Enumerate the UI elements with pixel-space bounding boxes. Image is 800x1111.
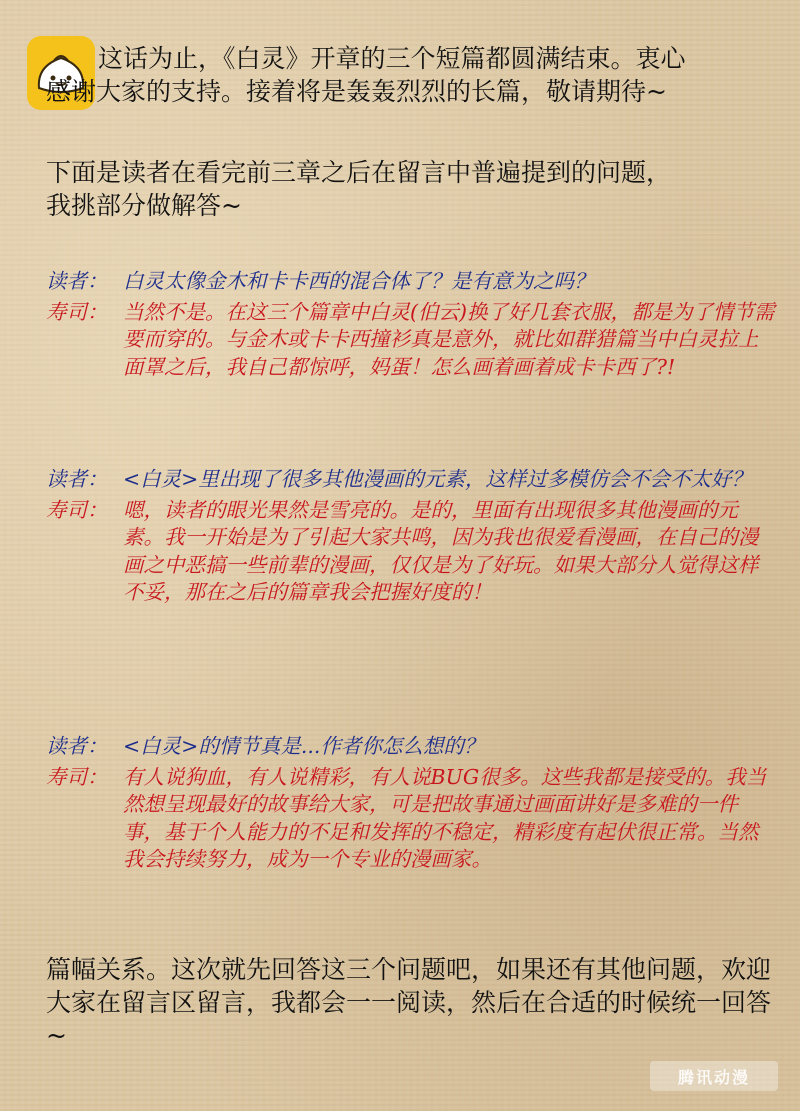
qa-block-3 [46, 733, 776, 874]
answer-text: 嗯，读者的眼光果然是雪亮的。是的，里面有出现很多其他漫画的元素。我一开始是为了引起大家共鸣，因为我也很爱看漫画，在自己的漫画之中恶搞一些前辈的漫画，仅仅是为了好玩。如果大部分人觉得这样不妥，那在之后的篇章我会把握好度的！ [123, 497, 759, 604]
reader-label: 读者： [46, 734, 108, 758]
answer-text: 当然不是。在这三个篇章中白灵(伯云)换了好几套衣服，都是为了情节需要而穿的。与金木或卡卡西撞衫真是意外，就比如群猎篇当中白灵拉上面罩之后，我自己都惊呼，妈蛋！怎么画着画着成卡卡西了?! [123, 299, 775, 379]
intro-paragraph [46, 42, 781, 108]
author-label: 寿司： [46, 764, 108, 789]
author-label: 寿司： [46, 497, 108, 522]
reader-label: 读者： [46, 467, 108, 491]
reader-question [46, 268, 776, 296]
reader-label: 读者： [46, 269, 108, 293]
question-text: 白灵太像金木和卡卡西的混合体了？是有意为之吗？ [123, 269, 595, 293]
author-answer [46, 497, 776, 607]
lead-paragraph [46, 156, 781, 222]
author-label: 寿司： [46, 299, 108, 324]
qa-block-1 [46, 268, 776, 381]
watermark-logo: 腾讯动漫 [650, 1061, 778, 1091]
intro-line-2: 感谢大家的支持。接着将是轰轰烈烈的长篇，敬请期待~ [46, 77, 667, 106]
author-answer [46, 299, 776, 382]
lead-line-1: 下面是读者在看完前三章之后在留言中普遍提到的问题， [46, 158, 672, 187]
author-answer [46, 764, 776, 874]
reader-question [46, 466, 776, 494]
question-text: <白灵>里出现了很多其他漫画的元素，这样过多模仿会不会不太好？ [123, 467, 752, 491]
question-text: <白灵>的情节真是...作者你怎么想的？ [123, 734, 485, 758]
answer-text: 有人说狗血，有人说精彩，有人说BUG很多。这些我都是接受的。我当然想呈现最好的故事给大家，可是把故事通过画面讲好是多难的一件事，基于个人能力的不足和发挥的不稳定，精彩度有起伏很正常。当然我会持续努力，成为一个专业的漫画家。 [123, 764, 767, 871]
intro-line-1: 这话为止，《白灵》开章的三个短篇都圆满结束。衷心 [98, 44, 686, 73]
qa-block-2 [46, 466, 776, 607]
closing-paragraph: 篇幅关系。这次就先回答这三个问题吧，如果还有其他问题，欢迎大家在留言区留言，我都会一一阅读，然后在合适的时候统一回答~ [46, 955, 772, 1050]
lead-line-2: 我挑部分做解答~ [46, 191, 242, 220]
reader-question [46, 733, 776, 761]
